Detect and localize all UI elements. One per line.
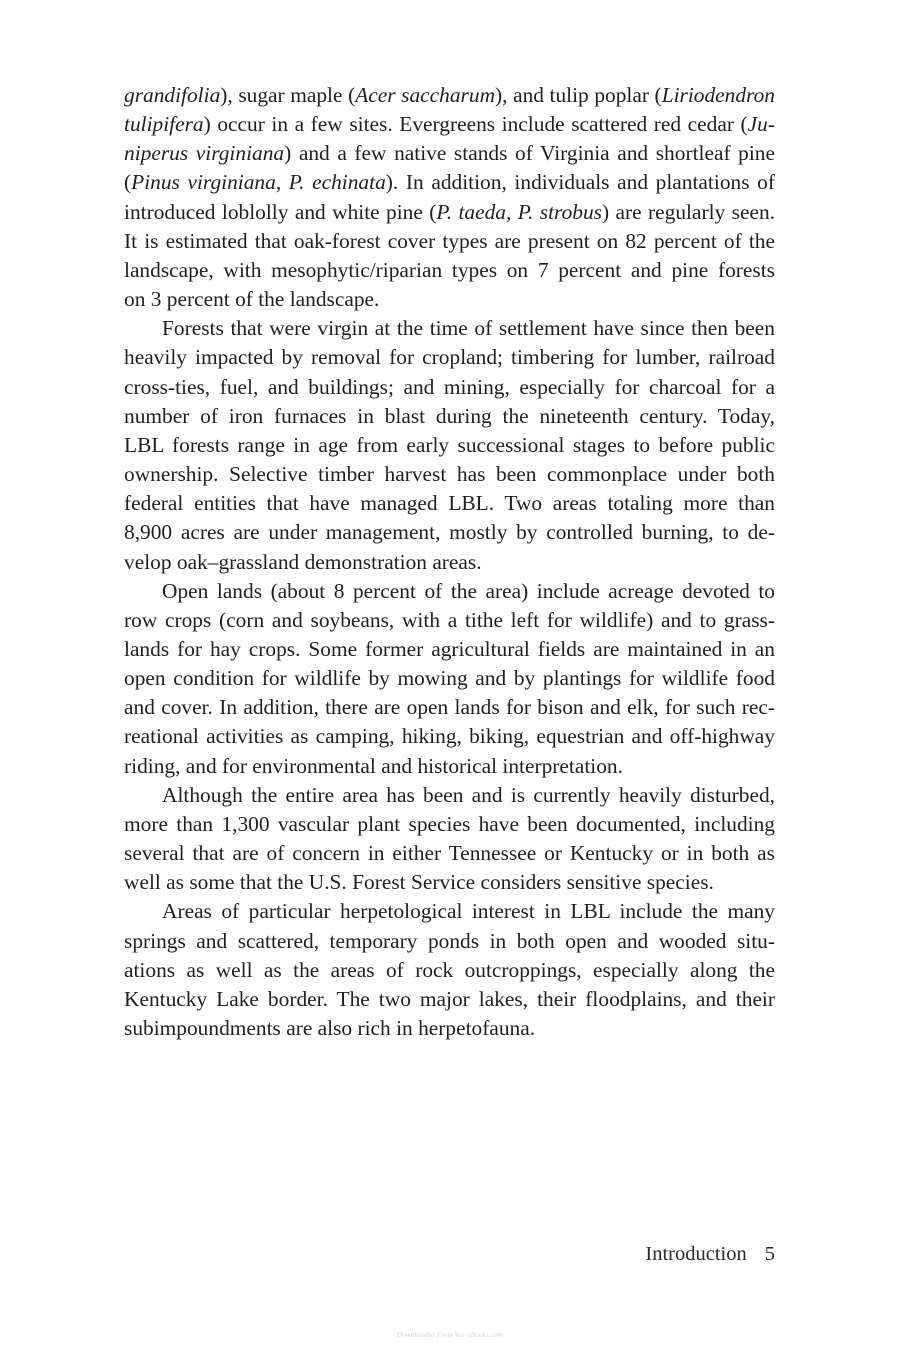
text-line (124, 110, 775, 139)
text-line (124, 402, 775, 431)
text-line (124, 956, 775, 985)
text-run: springs and scattered, temporary ponds in both open and wooded situ- (124, 928, 775, 953)
text-line (124, 489, 775, 518)
text-run: landscape, with mesophytic/riparian types on 7 percent and pine forests (124, 257, 775, 282)
paragraph (124, 781, 775, 898)
text-line (124, 927, 775, 956)
text-run: Forests that were virgin at the time of settlement have since then been (162, 316, 775, 341)
text-run: well as some that the U.S. Forest Service considers sensitive species. (124, 870, 714, 895)
footer-section-title: Introduction (645, 1243, 747, 1265)
text-line (124, 664, 775, 693)
text-line (124, 752, 775, 781)
text-run: federal entities that have managed LBL. Two areas totaling more than (124, 491, 775, 516)
text-run: cross-ties, fuel, and buildings; and mining, especially for charcoal for a (124, 374, 775, 399)
text-run: LBL forests range in age from early successional stages to before public (124, 432, 775, 457)
text-line (124, 985, 775, 1014)
paragraph (124, 577, 775, 781)
text-run: on 3 percent of the landscape. (124, 287, 380, 312)
text-run: ations as well as the areas of rock outcroppings, especially along the (124, 957, 775, 982)
text-run: number of iron furnaces in blast during the nineteenth century. Today, (124, 403, 775, 428)
text-run: Open lands (about 8 percent of the area) include acreage devoted to (162, 578, 775, 603)
text-run: Although the entire area has been and is currently heavily disturbed, (162, 782, 775, 807)
body-text (124, 81, 775, 1043)
text-line (124, 431, 775, 460)
text-run: and cover. In addition, there are open lands for bison and elk, for such rec- (124, 695, 775, 720)
text-line (124, 839, 775, 868)
italic-term: tulipifera (124, 112, 204, 137)
text-run: lands for hay crops. Some former agricultural fields are maintained in an (124, 636, 775, 661)
text-run: ), sugar maple ( (220, 83, 356, 107)
text-line (124, 897, 775, 926)
italic-term: Ju- (747, 112, 775, 137)
text-line (124, 693, 775, 722)
text-run: row crops (corn and soybeans, with a tithe left for wildlife) and to grass- (124, 607, 775, 632)
text-run: ), and tulip poplar ( (495, 83, 662, 107)
text-line (124, 198, 775, 227)
text-run: Kentucky Lake border. The two major lakes, their floodplains, and their (124, 986, 775, 1011)
text-line (124, 343, 775, 372)
text-run: Areas of particular herpetological interest in LBL include the many (162, 899, 775, 924)
paragraph (124, 81, 775, 314)
text-line (124, 285, 775, 314)
text-line (124, 548, 775, 577)
text-line (124, 810, 775, 839)
text-line (124, 722, 775, 751)
text-run: introduced loblolly and white pine ( (124, 199, 437, 224)
text-line (124, 577, 775, 606)
text-run: ) and a few native stands of Virginia and shortleaf pine (284, 141, 775, 166)
text-run: more than 1,300 vascular plant species have been documented, including (124, 811, 775, 836)
text-run: 8,900 acres are under management, mostly by controlled burning, to de- (124, 520, 775, 545)
text-line (124, 635, 775, 664)
text-run: riding, and for environmental and historical interpretation. (124, 753, 623, 778)
text-line (124, 606, 775, 635)
italic-term: niperus virginiana (124, 141, 285, 166)
text-line (124, 168, 775, 197)
text-line (124, 518, 775, 547)
text-run: ). In addition, individuals and plantations of (385, 170, 775, 195)
text-line (124, 81, 775, 110)
text-run: ) are regularly seen. (602, 199, 776, 224)
text-line (124, 373, 775, 402)
text-line (124, 1014, 775, 1043)
page-number: 5 (764, 1243, 775, 1265)
text-line (124, 781, 775, 810)
italic-term: Liriodendron (661, 83, 775, 107)
text-line (124, 314, 775, 343)
italic-term: P. taeda, P. strobus (436, 199, 603, 224)
text-line (124, 256, 775, 285)
watermark: Downloaded From Vee-eBooks.com (396, 1331, 504, 1339)
paragraph (124, 897, 775, 1043)
text-line (124, 227, 775, 256)
italic-term: Acer saccharum (355, 83, 496, 107)
text-line (124, 868, 775, 897)
italic-term: grandifolia (124, 83, 221, 107)
text-run: several that are of concern in either Tennessee or Kentucky or in both as (124, 841, 775, 866)
text-line (124, 460, 775, 489)
paragraph (124, 314, 775, 576)
italic-term: Pinus virginiana, P. echinata (131, 170, 386, 195)
text-run: subimpoundments are also rich in herpetofauna. (124, 1016, 536, 1040)
text-run: velop oak–grassland demonstration areas. (124, 549, 482, 574)
text-run: ( (124, 170, 132, 195)
text-run: heavily impacted by removal for cropland; timbering for lumber, railroad (124, 345, 775, 370)
text-run: It is estimated that oak-forest cover types are present on 82 percent of the (124, 228, 775, 253)
text-run: open condition for wildlife by mowing and by plantings for wildlife food (124, 666, 775, 691)
text-run: reational activities as camping, hiking, biking, equestrian and off-highway (124, 724, 775, 749)
text-line (124, 139, 775, 168)
text-run: ownership. Selective timber harvest has been commonplace under both (124, 462, 775, 487)
running-footer (645, 1240, 775, 1268)
text-run: ) occur in a few sites. Evergreens include scattered red cedar ( (203, 112, 748, 137)
